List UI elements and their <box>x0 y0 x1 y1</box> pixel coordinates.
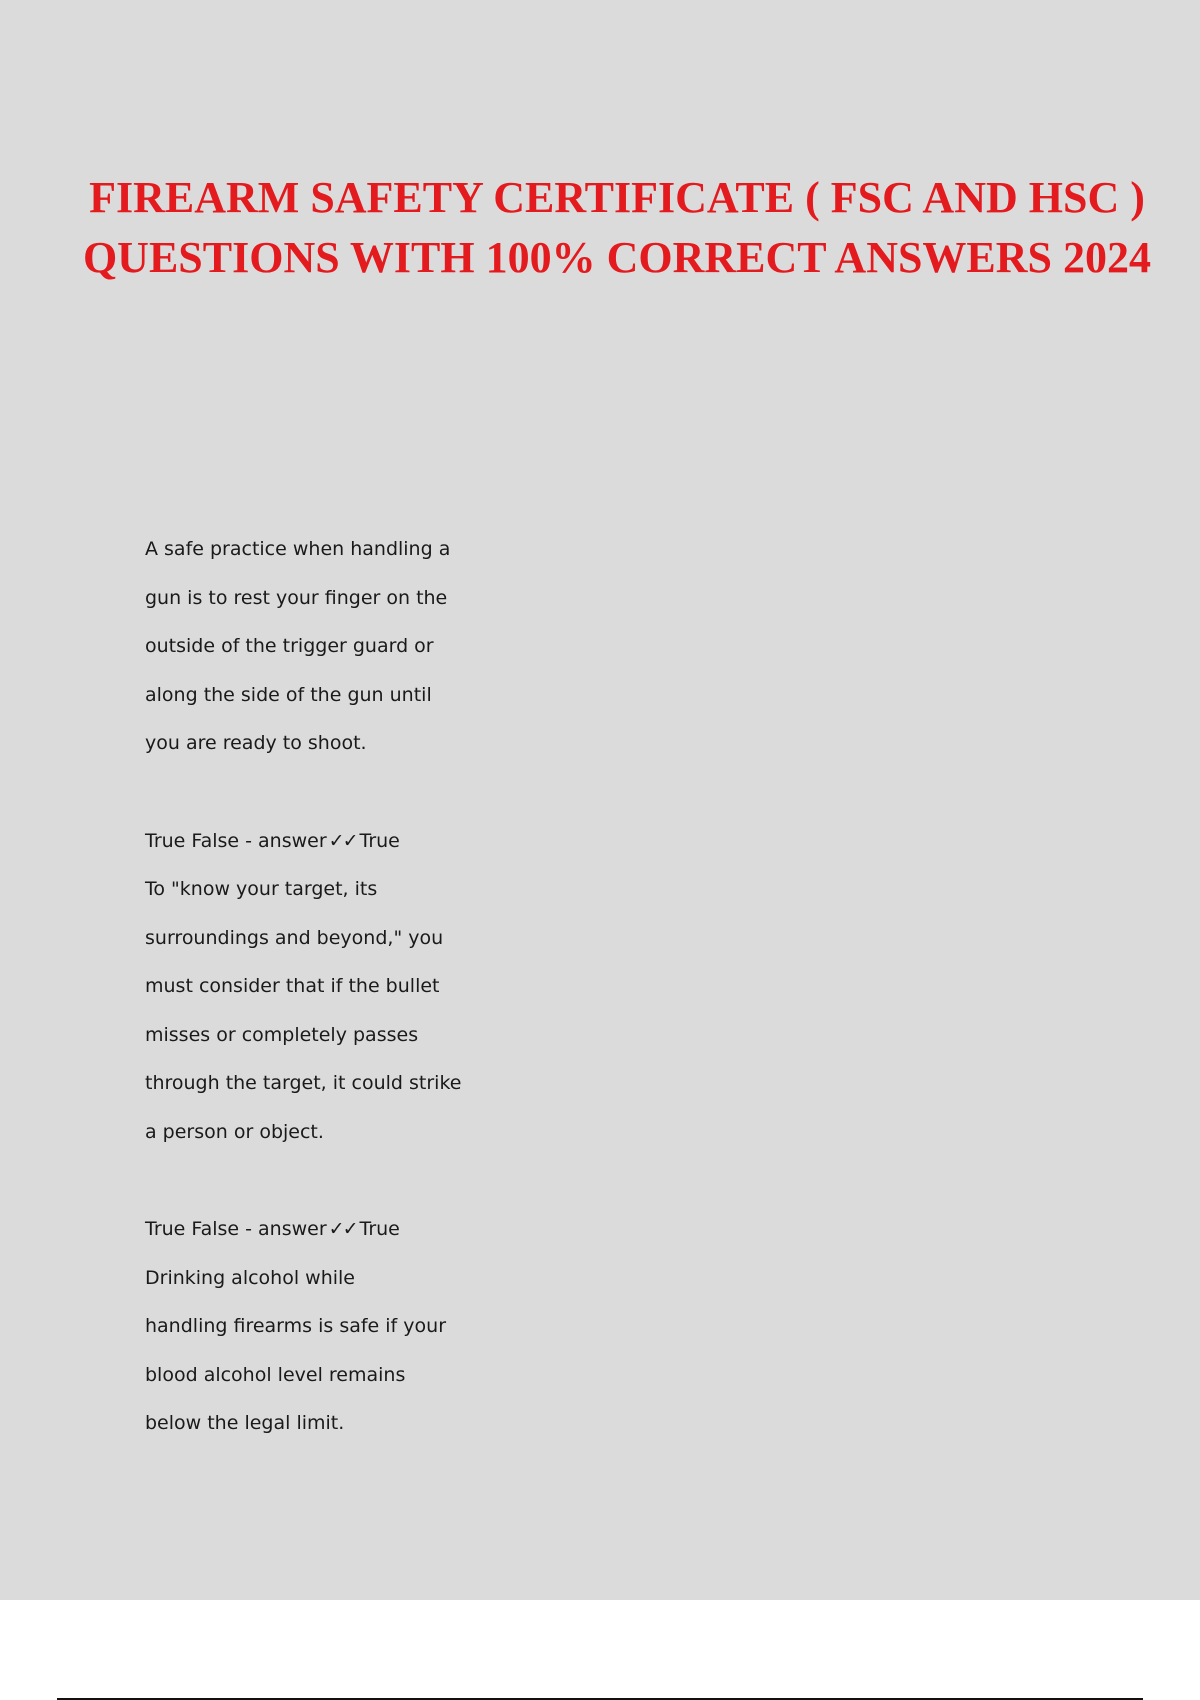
document-title: FIREARM SAFETY CERTIFICATE ( FSC AND HSC ) QUESTIONS WITH 100% CORRECT ANSWERS 2024 <box>82 173 1152 282</box>
answer-prefix-1: True False - answer <box>145 829 327 852</box>
question-text-1: A safe practice when handling a gun is to rest your finger on the outside of the trigger guard or along the side of the gun until you are ready to shoot. <box>145 538 451 754</box>
question-text-2: To "know your target, its surroundings and beyond," you must consider that if the bullet misses or completely passes through the target, it could strike a person or object. <box>145 878 462 1143</box>
answer-value-1: True <box>359 829 400 852</box>
answer-prefix-2: True False - answer <box>145 1218 327 1240</box>
question-list <box>145 525 545 1448</box>
answer-value-2: True <box>359 1218 400 1240</box>
answer-line-2 <box>145 1205 545 1254</box>
checkmark-icon: ✓✓ <box>328 1218 357 1240</box>
question-text-3: Drinking alcohol while handling firearms is safe if your blood alcohol level remains below the legal limit. <box>145 1266 447 1434</box>
checkmark-icon: ✓✓ <box>328 829 357 852</box>
answer-line-1 <box>145 817 545 866</box>
